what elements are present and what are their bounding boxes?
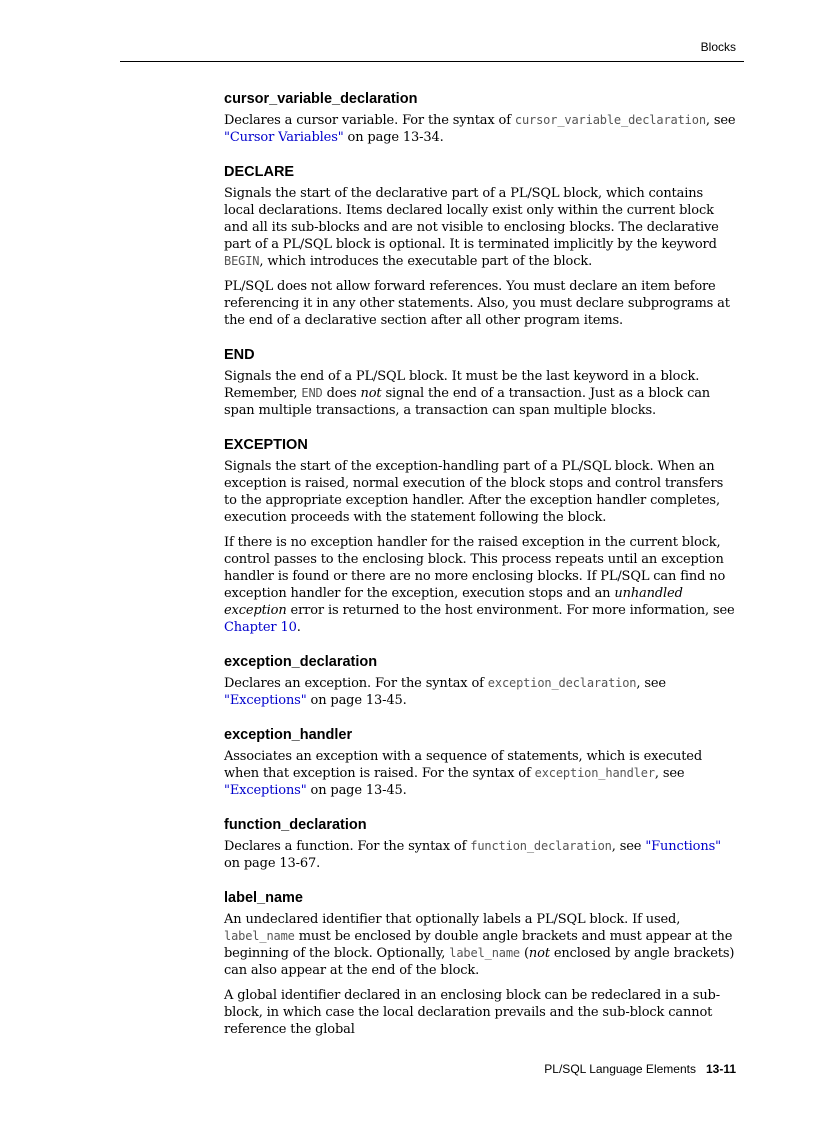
cross-reference-link[interactable]: "Functions" [645,839,721,854]
text: must be enclosed by double angle brackets and must appear at the beginning of the block. Optionally, [224,929,733,961]
section-label-name [224,889,736,1038]
section-exception-declaration [224,653,736,709]
book-title: PL/SQL Language Elements [544,1062,696,1076]
paragraph [224,368,736,419]
text: , see [611,839,646,854]
section-heading: exception_handler [224,727,353,743]
text: , see [654,766,685,781]
paragraph [224,675,736,709]
section-heading: label_name [224,890,303,906]
page-number: 13-11 [705,1062,736,1076]
paragraph [224,112,736,146]
text: Signals the start of the declarative part of a PL/SQL block, which contains local declarations. Items declared locally exist only within the current block and all its sub-blocks and are not visible to enclosing blocks. The declarative part of a PL/SQL block is optional. It is terminated implicitly by the keyword [224,186,719,252]
emphasis: unhandled exception [224,586,683,618]
text: , see [705,113,736,128]
paragraph [224,838,736,872]
section-heading: function_declaration [224,817,367,833]
code-term: exception_handler [534,766,655,780]
paragraph [224,534,736,636]
code-term: BEGIN [224,254,260,268]
section-heading: EXCEPTION [224,437,308,453]
paragraph [224,911,736,979]
paragraph: PL/SQL does not allow forward references. You must declare an item before referencing it in any other statements. Also, you must declare subprograms at the end of a declarative section after all other program items. [224,279,730,328]
section-heading: exception_declaration [224,654,378,670]
paragraph: A global identifier declared in an enclosing block can be redeclared in a sub-block, in which case the local declaration prevails and the sub-block cannot reference the global [224,988,720,1037]
text: , which introduces the executable part of the block. [259,254,593,269]
text: An undeclared identifier that optionally labels a PL/SQL block. If used, [224,912,681,927]
section-function-declaration [224,816,736,872]
text: Declares a function. For the syntax of [224,839,471,854]
code-term: function_declaration [470,839,612,853]
text: on page 13-67. [224,856,321,871]
text: If there is no exception handler for the raised exception in the current block, control passes to the enclosing block. This process repeats until an exception handler is found or there are no more enclosing blocks. If PL/SQL can find no exception handler for the exception, execution stops and an [224,535,726,601]
text: ( [520,946,529,961]
section-cursor-variable-declaration [224,90,736,146]
section-heading: END [224,347,255,363]
text: Signals the end of a PL/SQL block. It must be the last keyword in a block. Remember, [224,369,700,401]
section-exception [224,436,736,636]
text: does [322,386,361,401]
text: on page 13-45. [306,693,407,708]
emphasis: not [360,386,382,401]
code-term: cursor_variable_declaration [514,113,706,127]
text: error is returned to the host environment. For more information, see [286,603,735,618]
section-exception-handler [224,726,736,799]
text: on page 13-45. [306,783,407,798]
running-head: Blocks [700,40,736,54]
paragraph [224,748,736,799]
code-term: label_name [449,946,521,960]
code-term: label_name [224,929,295,943]
text: signal the end of a transaction. Just as a block can span multiple transactions, a transaction can span multiple blocks. [224,386,711,418]
paragraph [224,185,736,270]
cross-reference-link[interactable]: "Exceptions" [224,783,307,798]
text: , see [636,676,666,691]
text: Declares a cursor variable. For the syntax of [224,113,515,128]
code-term: exception_declaration [487,676,637,690]
chapter-link[interactable]: Chapter 10 [224,620,297,635]
cross-reference-link[interactable]: "Cursor Variables" [224,130,344,145]
header-rule [120,61,744,62]
emphasis: not [528,946,550,961]
cross-reference-link[interactable]: "Exceptions" [224,693,307,708]
section-heading: cursor_variable_declaration [224,91,418,107]
page-content [224,90,736,1055]
text: . [296,620,301,635]
code-term: END [301,386,323,400]
section-declare [224,163,736,329]
section-heading: DECLARE [224,164,295,180]
paragraph: Signals the start of the exception-handling part of a PL/SQL block. When an exception is raised, normal execution of the block stops and control transfers to the appropriate exception handler. After the exception handler completes, execution proceeds with the statement following the block. [224,459,724,525]
text: on page 13-34. [343,130,444,145]
section-end [224,346,736,419]
page-footer [544,1062,736,1076]
text: Associates an exception with a sequence of statements, which is executed when that exception is raised. For the syntax of [224,749,702,781]
text: enclosed by angle brackets) can also appear at the end of the block. [224,946,735,978]
text: Declares an exception. For the syntax of [224,676,488,691]
